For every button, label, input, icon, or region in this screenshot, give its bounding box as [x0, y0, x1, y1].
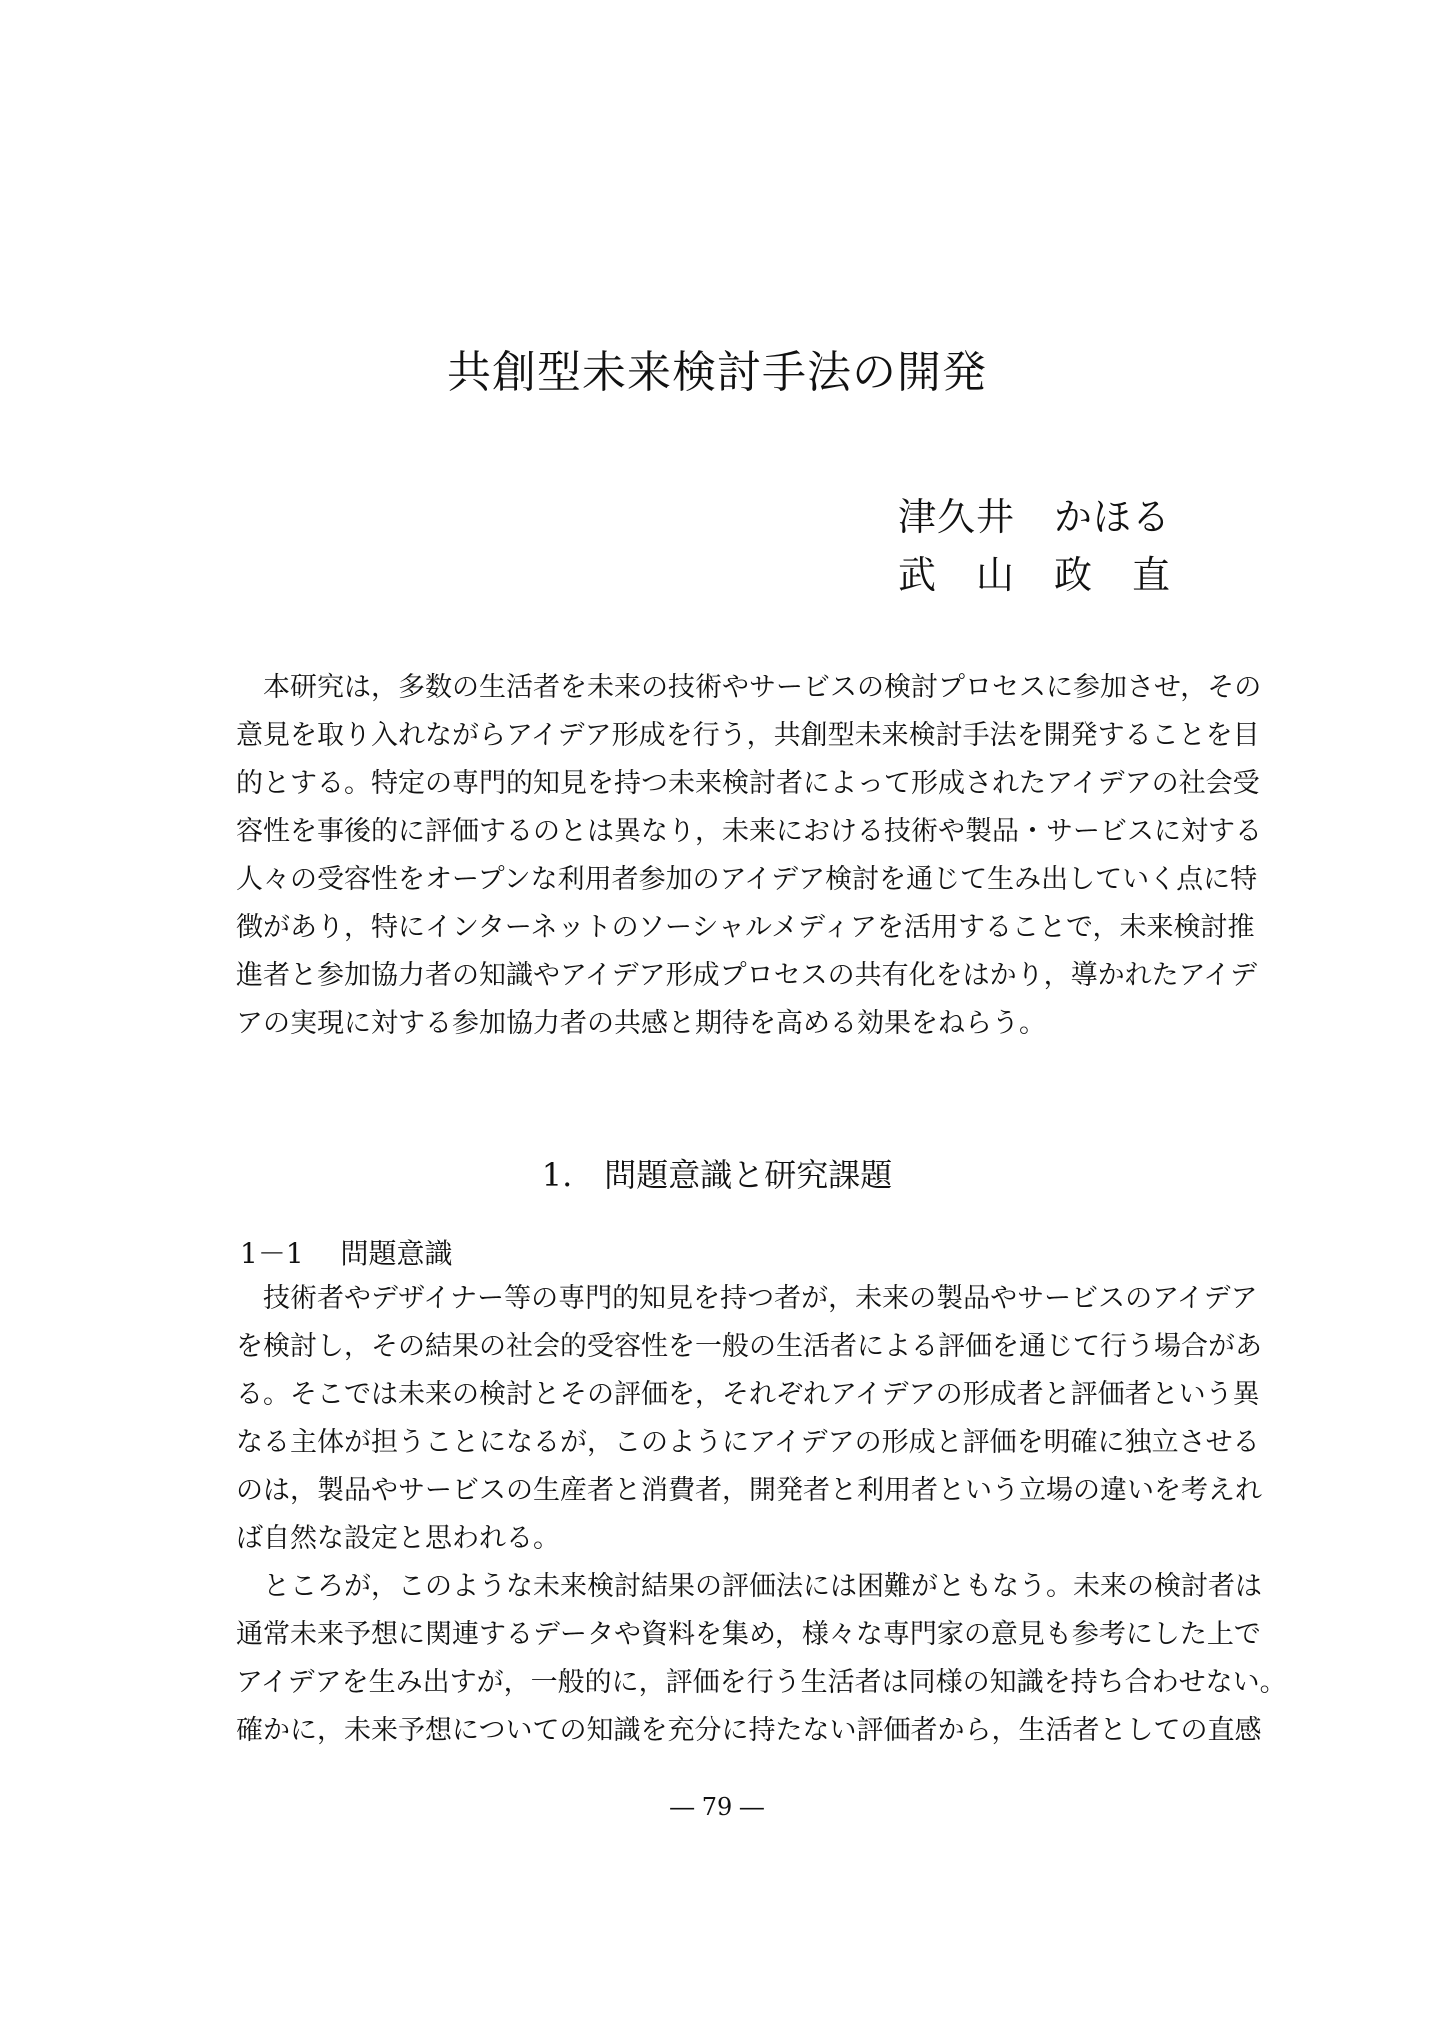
body-line: アイデアを生み出すが，一般的に，評価を行う生活者は同様の知識を持ち合わせない。: [236, 1667, 1287, 1698]
abstract-line: アの実現に対する参加協力者の共感と期待を高める効果をねらう。: [236, 1008, 1046, 1039]
body-line: のは，製品やサービスの生産者と消費者，開発者と利用者という立場の違いを考えれ: [236, 1475, 1262, 1506]
body-line: 技術者やデザイナー等の専門的知見を持つ者が，未来の製品やサービスのアイデア: [263, 1283, 1258, 1314]
abstract-line: 意見を取り入れながらアイデア形成を行う，共創型未来検討手法を開発することを目: [236, 720, 1260, 751]
body-line: 確かに，未来予想についての知識を充分に持たない評価者から，生活者としての直感: [236, 1715, 1262, 1746]
section-heading: 1. 問題意識と研究課題: [541, 1156, 893, 1194]
body-line: ば自然な設定と思われる。: [236, 1523, 560, 1554]
author-2: 武 山 政 直: [898, 553, 1170, 597]
subsection-heading: 1－1 問題意識: [240, 1237, 453, 1270]
abstract-line: 人々の受容性をオープンな利用者参加のアイデア検討を通じて生み出していく点に特: [236, 864, 1258, 895]
body-line: を検討し，その結果の社会的受容性を一般の生活者による評価を通じて行う場合があ: [236, 1331, 1262, 1362]
abstract-line: 的とする。特定の専門的知見を持つ未来検討者によって形成されたアイデアの社会受: [236, 768, 1260, 799]
paper-title: 共創型未来検討手法の開発: [447, 347, 987, 398]
abstract-line: 本研究は，多数の生活者を未来の技術やサービスの検討プロセスに参加させ，その: [263, 672, 1262, 703]
body-line: 通常未来予想に関連するデータや資料を集め，様々な専門家の意見も参考にした上で: [236, 1619, 1261, 1650]
body-line: る。そこでは未来の検討とその評価を，それぞれアイデアの形成者と評価者という異: [236, 1379, 1260, 1410]
author-1: 津久井 かほる: [898, 495, 1170, 539]
page-number: ― 79 ―: [670, 1793, 764, 1821]
abstract-line: 進者と参加協力者の知識やアイデア形成プロセスの共有化をはかり，導かれたアイデ: [236, 960, 1258, 991]
abstract-line: 容性を事後的に評価するのとは異なり，未来における技術や製品・サービスに対する: [236, 816, 1262, 847]
body-line: ところが，このような未来検討結果の評価法には困難がともなう。未来の検討者は: [263, 1571, 1262, 1602]
abstract-line: 徴があり，特にインターネットのソーシャルメディアを活用することで，未来検討推: [236, 912, 1255, 943]
body-line: なる主体が担うことになるが，このようにアイデアの形成と評価を明確に独立させる: [236, 1427, 1260, 1458]
